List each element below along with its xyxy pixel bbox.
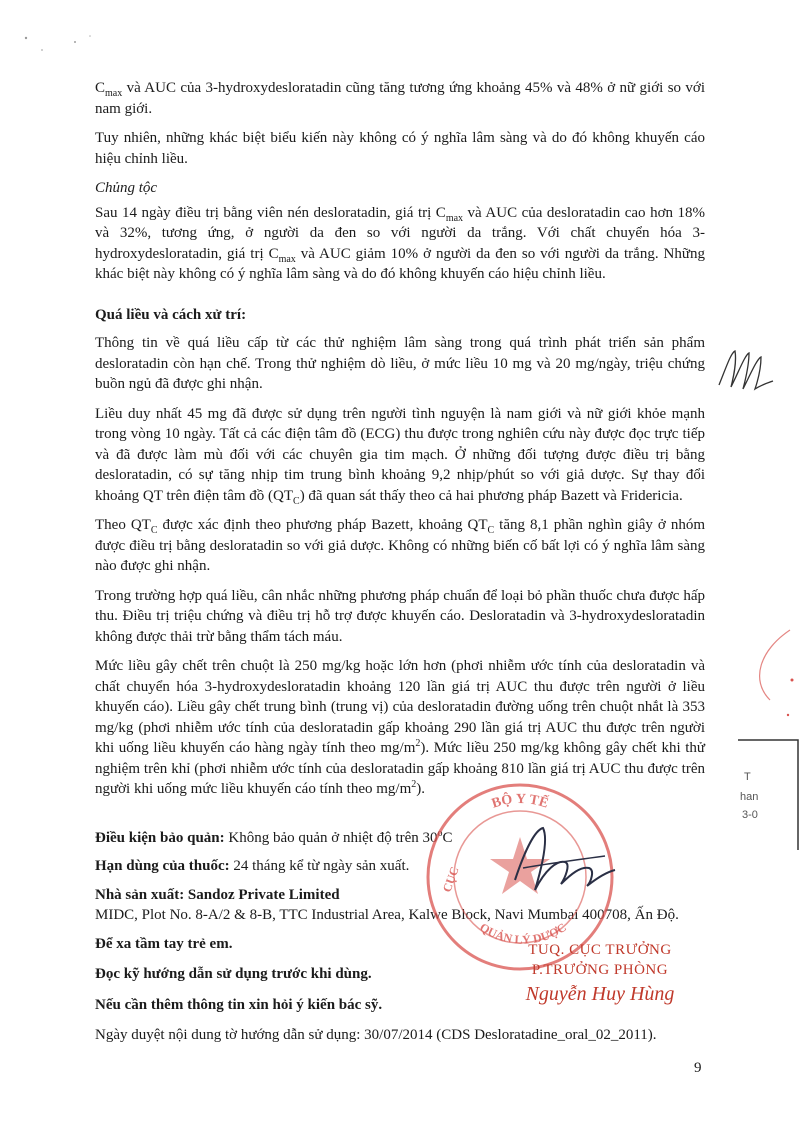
scan-specks	[20, 30, 100, 70]
stamp-bottom-text: QUẢN LÝ DƯỢC	[477, 919, 569, 947]
edge-stamp	[730, 620, 800, 860]
manufacturer-address: MIDC, Plot No. 8-A/2 & 8-B, TTC Industrial Area, Kalwe Block, Navi Mumbai 400708, Ấn Độ.	[95, 907, 679, 923]
overdose-paragraph-3	[95, 515, 705, 577]
paragraph-text: được xác định theo phương pháp Bazett, khoảng QT	[157, 517, 488, 533]
superscript: 2	[415, 738, 421, 749]
subscript: C	[150, 525, 158, 536]
signature	[505, 820, 620, 910]
warning-read-instructions: Đọc kỹ hướng dẫn sử dụng trước khi dùng.	[95, 966, 372, 982]
subscript: max	[105, 88, 123, 99]
paragraph-text: ) đã quan sát thấy theo cả hai phương pháp Bazett và Fridericia.	[299, 487, 683, 504]
page-number: 9	[694, 1060, 702, 1076]
stamp-top-text: BỘ Y TẾ	[489, 791, 551, 812]
gender-paragraph	[95, 78, 705, 119]
paragraph-text: Mức liều gây chết trên chuột là 250 mg/kg hoặc lớn hơn (phơi nhiễm ước tính của desloratadin và chất chuyển hóa 3-hydroxydesloratadin khoảng 120 lần giá trị AUC thu được trên người ở liều khuyến cáo). Liều gây chết trung bình (trung vị) của desloratadin đường uống trên chuột nhắt là 353 mg/kg (phơi nhiễm ước tính của desloratadin gấp khoảng 290 lần giá trị AUC thu được trên người khi uống liều khuyến cáo hàng ngày tính theo mg/m	[95, 658, 705, 756]
paragraph-text: Theo QT	[95, 517, 151, 533]
storage-value: Không bảo quản ở nhiệt độ trên 30	[224, 829, 438, 846]
stamp-left-text: CỤC	[439, 864, 462, 895]
race-paragraph	[95, 203, 705, 285]
paragraph-text: ). Mức liều 250 mg/kg không gây chết khi thử nghiệm trên khỉ (phơi nhiễm ước tính của desloratadin gấp khoảng 810 lần giá trị AUC thu được trên người khi uống mức liều khuyến cáo tính theo mg/m	[95, 740, 705, 797]
overdose-paragraph-1: Thông tin về quá liều cấp từ các thử nghiệm lâm sàng trong quá trình phát triển sản phẩm desloratadin còn hạn chế. Trong thử nghiệm dò liều, ở mức liều 10 mg và 20 mg/ngày, triệu chứng buồn ngủ đã được ghi nhận.	[95, 335, 705, 392]
warning-children: Để xa tầm tay trẻ em.	[95, 935, 233, 952]
signer-title-1: TUQ. CỤC TRƯỞNG	[528, 942, 672, 958]
paragraph-text: và AUC giảm 10% ở người da đen so với người da trắng. Những khác biệt này không có ý nghĩa lâm sàng và do đó không khuyến cáo hiệu chỉnh liều.	[95, 245, 706, 282]
paragraph-text: ).	[416, 781, 425, 797]
superscript: o	[437, 827, 443, 839]
storage-label: Điều kiện bảo quản:	[95, 829, 225, 846]
superscript: 2	[411, 779, 417, 790]
subscript: max	[445, 212, 464, 224]
paragraph-text: Sau 14 ngày điều trị bằng viên nén desloratadin, giá trị C	[95, 204, 446, 221]
paragraph-text: Liều duy nhất 45 mg đã được sử dụng trên người tình nguyện là nam giới và nữ giới khỏe mạnh trong vòng 10 ngày. Tất cả các điện tâm đồ (ECG) thu được trong nghiên cứu này được đọc trực tiếp và đã được làm mù đối với các chuyên gia tim mạch. Ở những đối tượng được điều trị bằng desloratadin, có sự tăng nhịp tim trung bình khoảng 9,2 nhịp/phút so với giả dược. Sự thay đổi khoảng QT trên điện tâm đồ (QT	[95, 405, 705, 504]
edge-stamp-line-2: han	[740, 791, 759, 803]
approval-date-line: Ngày duyệt nội dung tờ hướng dẫn sử dụng: 30/07/2014 (CDS Desloratadine_oral_02_2011).	[95, 1027, 657, 1043]
subscript: C	[293, 495, 300, 507]
paragraph-text: và AUC của desloratadin cao hơn 18% và 32%, tương ứng, ở người da đen so với người da trắng. Với chất chuyển hóa 3-hydroxydesloratadin, giá trị C	[95, 204, 706, 262]
paragraph-text: và AUC của 3-hydroxydesloratadin cũng tăng tương ứng khoảng 45% và 48% ở nữ giới so với nam giới.	[95, 80, 705, 117]
paragraph-text: tăng 8,1 phần nghìn giây ở nhóm được điều trị bằng desloratadin so với giả dược. Không có những biến cố bất lợi có ý nghĩa lâm sàng nào được ghi nhận.	[95, 517, 705, 574]
edge-stamp-line-1: T	[744, 771, 751, 783]
overdose-paragraph-2	[95, 404, 705, 507]
race-heading: Chủng tộc	[95, 180, 158, 196]
shelf-life-label: Hạn dùng của thuốc:	[95, 858, 230, 874]
edge-stamp-line-3: 3-0	[742, 809, 758, 821]
warning-ask-doctor: Nếu cần thêm thông tin xin hỏi ý kiến bác sỹ.	[95, 996, 383, 1013]
manufacturer-name: Nhà sản xuất: Sandoz Private Limited	[95, 886, 340, 903]
overdose-heading: Quá liều và cách xử trí:	[95, 306, 247, 323]
clinical-note-paragraph: Tuy nhiên, những khác biệt biểu kiến này không có ý nghĩa lâm sàng và do đó không khuyến cáo hiệu chỉnh liều.	[95, 130, 705, 167]
svg-text:BỘ Y TẾ	[490, 790, 551, 811]
subscript: C	[487, 525, 495, 536]
signer-block	[500, 940, 700, 1008]
storage-unit: C	[442, 829, 453, 846]
shelf-life-value: 24 tháng kể từ ngày sản xuất.	[229, 858, 410, 874]
handwritten-initials	[715, 345, 775, 400]
signer-title-2: P.TRƯỞNG PHÒNG	[531, 962, 669, 978]
signer-name: Nguyễn Huy Hùng	[525, 983, 675, 1005]
overdose-paragraph-4: Trong trường hợp quá liều, cân nhắc những phương pháp chuẩn để loại bỏ phần thuốc chưa được hấp thu. Điều trị triệu chứng và điều trị hỗ trợ được khuyến cáo. Desloratadin và 3-hydroxydesloratadin không được thải trừ bằng thẩm tách máu.	[95, 587, 705, 645]
subscript: max	[278, 253, 296, 265]
cmax-text: C	[95, 80, 106, 96]
